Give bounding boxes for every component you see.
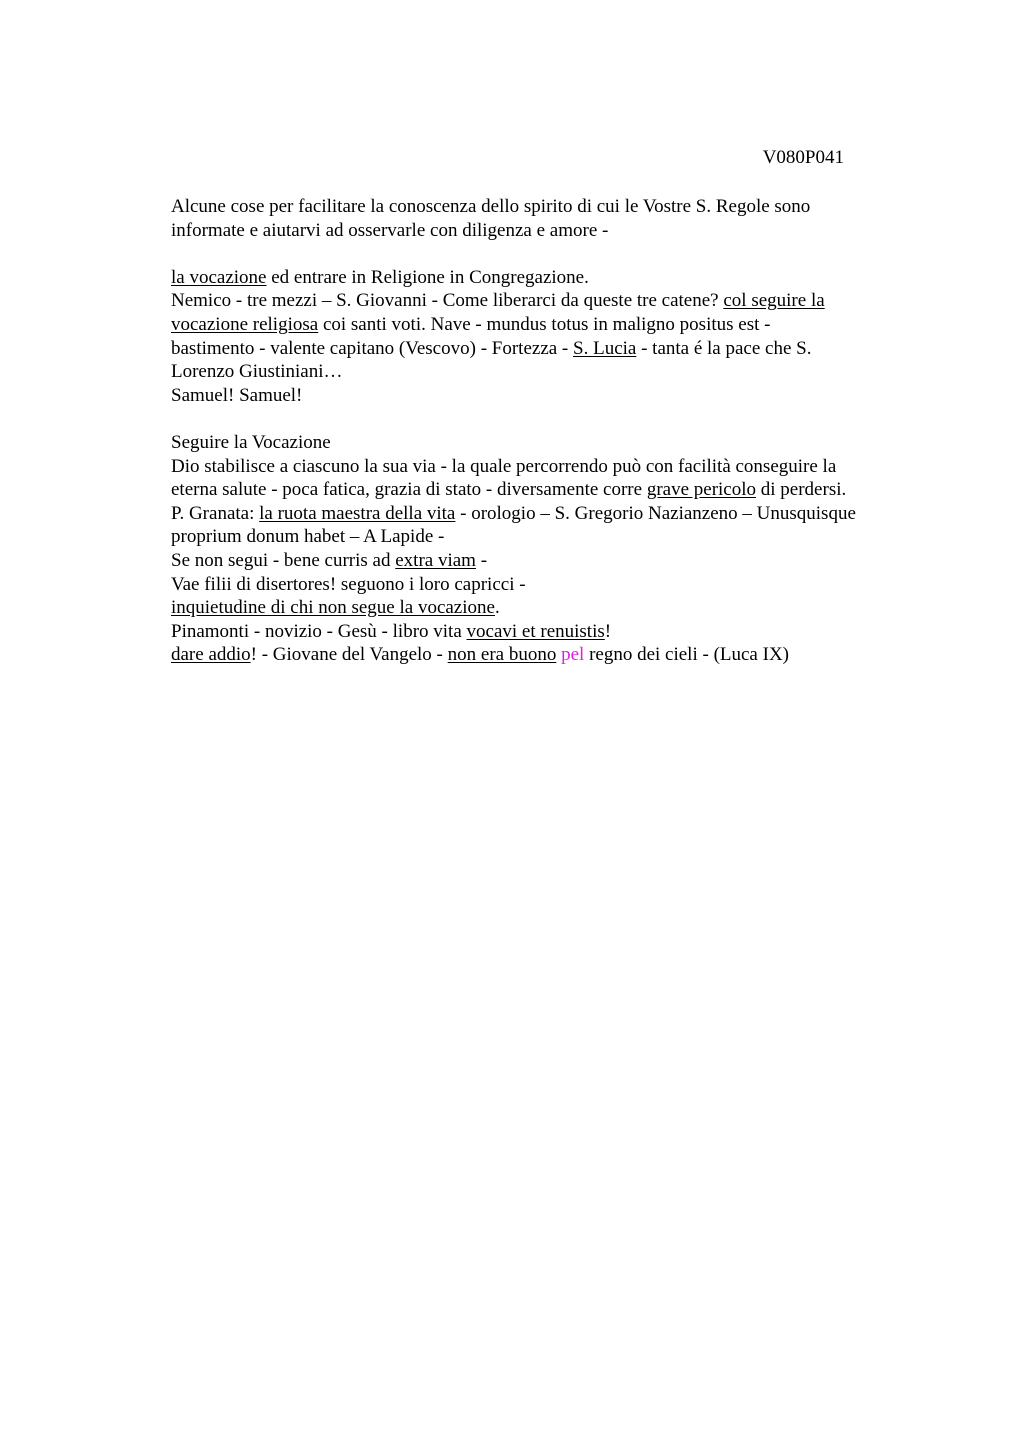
text-segment: ! - Giovane del Vangelo - xyxy=(250,644,448,666)
text-line xyxy=(171,455,931,479)
text-line xyxy=(171,549,931,573)
text-line xyxy=(171,478,931,502)
text-line xyxy=(171,431,931,455)
text-segment: - tanta é la pace che S. xyxy=(636,337,812,359)
text-line xyxy=(171,266,931,290)
text-segment: ! xyxy=(604,620,612,642)
text-segment: regno dei cieli - (Luca IX) xyxy=(584,644,789,666)
text-segment: bastimento - valente capitano (Vescovo) - Fortezza - xyxy=(171,337,574,359)
text-segment: Nemico - tre mezzi – S. Giovanni - Come liberarci da queste tre catene? xyxy=(171,290,724,312)
document-body xyxy=(171,195,931,667)
underlined-text: extra viam xyxy=(395,549,476,571)
text-line xyxy=(171,384,931,408)
text-segment: eterna salute - poca fatica, grazia di stato - diversamente corre xyxy=(171,479,647,501)
underlined-text: grave pericolo xyxy=(646,479,757,501)
text-segment: Pinamonti - novizio - Gesù - libro vita xyxy=(171,620,467,642)
underlined-text: vocavi et renuistis xyxy=(466,620,605,642)
text-segment: Se non segui - bene curris ad xyxy=(171,549,396,571)
text-segment: Alcune cose per facilitare la conoscenza dello spirito di cui le Vostre S. Regole sono xyxy=(171,196,811,217)
document-id: V080P041 xyxy=(762,147,844,168)
text-line xyxy=(171,313,931,337)
text-segment: Vae filii di disertores! seguono i loro capricci - xyxy=(171,573,526,595)
underlined-text: la ruota maestra della vita xyxy=(259,502,456,524)
blank-line xyxy=(171,407,931,431)
text-segment: di perdersi. xyxy=(756,479,847,501)
text-segment: Lorenzo Giustiniani… xyxy=(171,361,343,383)
text-line xyxy=(171,195,931,219)
text-segment: Seguire la Vocazione xyxy=(171,431,331,453)
text-segment: . xyxy=(494,597,500,619)
underlined-text: la vocazione xyxy=(171,266,267,288)
text-segment: Samuel! Samuel! xyxy=(171,384,303,406)
text-segment: informate e aiutarvi ad osservarle con diligenza e amore - xyxy=(171,219,609,241)
text-segment: P. Granata: xyxy=(171,502,260,524)
text-line xyxy=(171,289,931,313)
text-segment: - orologio – S. Gregorio Nazianzeno – Unusquisque xyxy=(455,502,856,524)
underlined-text: col seguire la xyxy=(723,290,825,312)
text-segment: coi santi voti. Nave - mundus totus in maligno positus est - xyxy=(318,313,771,335)
underlined-text: vocazione religiosa xyxy=(171,313,319,335)
underlined-text: inquietudine di chi non segue la vocazione xyxy=(171,597,495,619)
blank-line xyxy=(171,242,931,266)
text-segment: proprium donum habet – A Lapide - xyxy=(171,526,445,548)
text-line xyxy=(171,360,931,384)
text-line xyxy=(171,596,931,620)
highlighted-text: pel xyxy=(561,644,585,666)
text-segment: - xyxy=(475,549,488,571)
text-line xyxy=(171,573,931,597)
text-line xyxy=(171,620,931,644)
text-segment: ed entrare in Religione in Congregazione. xyxy=(266,266,589,288)
text-line xyxy=(171,525,931,549)
text-line xyxy=(171,337,931,361)
text-line xyxy=(171,502,931,526)
text-line xyxy=(171,219,931,243)
underlined-text: dare addio xyxy=(171,644,251,666)
text-segment: Dio stabilisce a ciascuno la sua via - la quale percorrendo può con facilità conseguire la xyxy=(171,455,837,477)
text-line xyxy=(171,643,931,667)
underlined-text: S. Lucia xyxy=(573,337,637,359)
underlined-text: non era buono xyxy=(447,644,557,666)
